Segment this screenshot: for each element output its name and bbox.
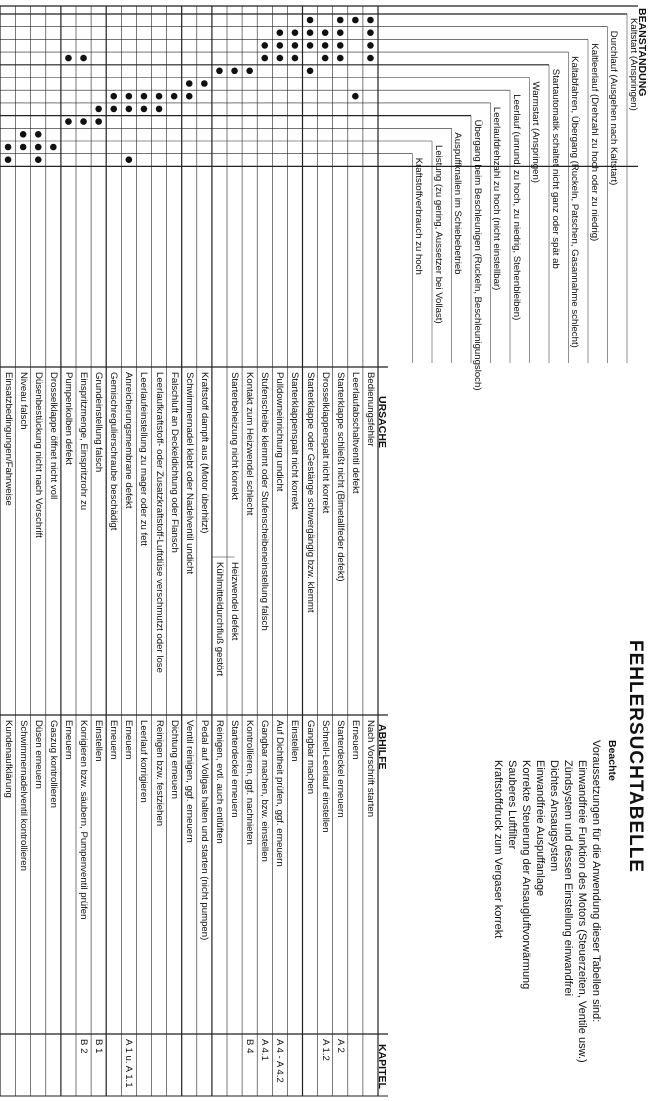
cause-cell: Leerlaufabschaltventil defekt — [349, 372, 361, 494]
fault-mark-dot — [95, 118, 102, 125]
complaint-label: Warmstart (Anspringen) — [530, 81, 542, 183]
cause-cell: Einspritzmenge, Einspritzrohr zu — [78, 372, 90, 511]
fault-mark-dot — [110, 93, 117, 100]
chapter-cell: A 4 - A 4.2 — [274, 1039, 286, 1083]
remedy-cell: Korrigieren bzw. säubern, Pumpenventil prüfen — [78, 720, 90, 920]
cause-cell: Gemischregulierschraube beschädigt — [108, 372, 120, 531]
fault-mark-dot — [126, 156, 133, 163]
cause-sub-cell: Kühlmitteldurchfluß gestört — [214, 562, 225, 677]
fault-mark-dot — [231, 68, 238, 75]
fault-mark-dot — [20, 144, 27, 151]
cause-cell: Pulldowneinrichtung undicht — [274, 372, 286, 492]
fault-mark-dot — [35, 131, 42, 138]
remedy-cell: Pedal auf Vollgas halten und starten (nicht pumpen) — [198, 720, 210, 941]
complaint-label: Übergang beim Beschleunigen (Ruckeln, Beschleunigungsloch) — [472, 119, 483, 391]
note-line: Kraftstoffdruck zum Vergaser korrekt — [492, 760, 504, 939]
cause-cell: Starterklappe oder Gestänge schwergängig bzw. klemmt — [304, 372, 316, 613]
cause-cell: Stufenscheibe klemmt oder Stufenscheibeneinstellung falsch — [259, 372, 271, 631]
fault-mark-dot — [5, 156, 12, 163]
remedy-cell: Kontrollieren, ggf. nachnieten — [244, 720, 256, 845]
fault-mark-dot — [110, 106, 117, 113]
fault-mark-dot — [292, 55, 299, 62]
cause-cell: Grundeinstellung falsch — [93, 372, 105, 473]
cause-cell: Starterklappenspalt nicht korrekt — [289, 372, 301, 510]
note-line: Einwandfreie Funktion des Motors (Steuerzeiten, Ventile usw.) — [576, 760, 588, 1063]
fault-mark-dot — [292, 42, 299, 49]
chapter-cell: A 1.2 — [319, 1039, 331, 1061]
complaint-label: Auspuffknallen im Schiebebetrieb — [452, 132, 464, 275]
fault-mark-dot — [277, 55, 284, 62]
note-line: Einwandfreie Auspuffanlage — [534, 760, 546, 897]
note-line: Zündsystem und dessen Einstellung einwandfrei — [562, 760, 574, 997]
fault-mark-dot — [156, 93, 163, 100]
remedy-cell: Düsen erneuern — [32, 720, 44, 789]
header-remedy: ABHILFE — [376, 724, 388, 770]
complaint-label: Kaltabfahren, Übergang (Ruckeln, Patschen, Gasannahme schlecht) — [569, 56, 581, 348]
remedy-cell: Dichtung erneuern — [168, 720, 180, 799]
cause-cell: Bedienungsfehler — [365, 372, 376, 447]
remedy-cell: Auf Dichtheit prüfen, ggf. erneuern — [274, 720, 286, 867]
remedy-cell: Gangbar machen — [304, 720, 316, 795]
cause-cell: Schwimmernadel klebt oder Nadelventil undicht — [183, 372, 195, 575]
chapter-cell: A 1 u. A 1.1 — [123, 1039, 135, 1088]
cause-cell: Leerlaufkraftstoff- oder Zusatzkraftstoff-Luftdüse verschmutzt oder lose — [153, 372, 165, 673]
cause-cell: Einsatzbedingungen/Fahrweise — [2, 372, 14, 506]
chapter-cell: A 4.1 — [259, 1039, 271, 1061]
fault-mark-dot — [141, 93, 148, 100]
fault-mark-dot — [337, 55, 344, 62]
fault-mark-dot — [216, 68, 223, 75]
fault-mark-dot — [186, 80, 193, 87]
fault-mark-dot — [80, 118, 87, 125]
cause-cell: Düsenbestückung nicht nach Vorschrift — [32, 372, 44, 538]
cause-cell: Starterbeheizung nicht korrekt — [229, 372, 241, 500]
cause-cell: Kraftstoff dampft aus (Motor überhitzt) — [198, 372, 210, 534]
complaint-label: Leistung (zu gering, Aussetzer bei Vollast) — [433, 145, 444, 324]
page-title: FEHLERSUCHTABELLE — [625, 640, 646, 874]
fault-mark-dot — [352, 93, 359, 100]
remedy-cell: Reinigen bzw. festziehen — [153, 720, 165, 827]
remedy-cell: Starterdeckel erneuern — [229, 720, 241, 818]
remedy-cell: Einstellen — [93, 720, 105, 762]
note-line: Korrekte Steuerung der Ansaugluftvorwärmung — [520, 760, 532, 990]
complaint-label: Durchlauf (Ausgehen nach Kaltstart) — [608, 30, 620, 186]
fault-mark-dot — [337, 17, 344, 24]
note-line: Voraussetzungen für die Anwendung dieser Tabellen sind: — [590, 740, 602, 1023]
fault-mark-dot — [5, 144, 12, 151]
fault-mark-dot — [50, 144, 57, 151]
remedy-cell: Reinigen, evtl. auch entlüften — [214, 720, 225, 844]
fault-mark-dot — [322, 55, 329, 62]
remedy-cell: Erneuern — [349, 720, 361, 760]
fault-mark-dot — [352, 17, 359, 24]
chapter-cell: B 4 — [244, 1039, 256, 1054]
fault-mark-dot — [186, 93, 193, 100]
fault-mark-dot — [246, 68, 253, 75]
fault-mark-dot — [367, 42, 374, 49]
remedy-cell: Kundenaufklärung — [2, 720, 14, 798]
remedy-cell: Einstellen — [289, 720, 301, 762]
fault-mark-dot — [261, 55, 268, 62]
note-line: Sauberes Luftfilter — [506, 760, 518, 850]
header-chapter: KAPITEL — [376, 1044, 388, 1089]
remedy-cell: Schnell-Leerlauf einstellen — [319, 720, 331, 833]
remedy-cell: Gaszug kontrollieren — [47, 720, 59, 808]
cause-cell: Falschluft an Deckeldichtung oder Flansch — [168, 372, 180, 553]
cause-cell: Kontakt zum Heizwendel schlecht — [244, 372, 256, 516]
fault-mark-dot — [126, 93, 133, 100]
fault-mark-dot — [171, 93, 178, 100]
cause-sub-cell: Heizwendel defekt — [229, 562, 241, 641]
remedy-cell: Erneuern — [123, 720, 135, 760]
header-cause: URSACHE — [376, 396, 388, 448]
remedy-cell: Starterdeckel erneuern — [334, 720, 346, 818]
fault-mark-dot — [337, 29, 344, 36]
fault-mark-dot — [80, 55, 87, 62]
fault-mark-dot — [35, 156, 42, 163]
cause-cell: Drosselklappenspalt nicht korrekt — [319, 372, 331, 514]
fault-mark-dot — [95, 106, 102, 113]
fault-mark-dot — [367, 29, 374, 36]
fault-mark-dot — [307, 42, 314, 49]
chapter-cell: A 2 — [334, 1039, 346, 1053]
fault-mark-dot — [307, 29, 314, 36]
remedy-cell: Schwimmernadelventil kontrollieren — [17, 720, 29, 871]
complaint-label: Leerlauf (unrund, zu hoch, zu niedrig, Stehenbleiben) — [511, 94, 522, 321]
fault-mark-dot — [35, 144, 42, 151]
remedy-cell: Erneuern — [63, 720, 74, 760]
fault-mark-dot — [141, 106, 148, 113]
fault-mark-dot — [337, 42, 344, 49]
cause-cell: Niveau falsch — [17, 372, 29, 430]
remedy-cell: Nach Vorschrift starten — [365, 720, 376, 818]
fault-mark-dot — [20, 131, 27, 138]
fault-mark-dot — [201, 80, 208, 87]
fault-mark-dot — [65, 55, 72, 62]
remedy-cell: Gangbar machen, bzw. einstellen — [259, 720, 271, 862]
fault-mark-dot — [307, 17, 314, 24]
cause-cell: Leerlaufeinstellung zu mager oder zu fett — [138, 372, 150, 546]
remedy-cell: Ventil reinigen, ggf. erneuern — [183, 720, 195, 843]
remedy-cell: Erneuern — [108, 720, 120, 760]
fault-mark-dot — [307, 68, 314, 75]
fault-mark-dot — [277, 42, 284, 49]
cause-cell: Starterklappe schließt nicht (Bimetallfeder defekt) — [334, 372, 346, 582]
complaint-label: Startautomatik schaltet nicht ganz oder spät ab — [550, 68, 561, 269]
chapter-cell: B 2 — [78, 1039, 90, 1054]
fault-mark-dot — [367, 55, 374, 62]
complaint-label: Leerlaufdrehzahl zu hoch (nicht einstellbar) — [491, 106, 503, 291]
fault-mark-dot — [322, 29, 329, 36]
fault-mark-dot — [126, 106, 133, 113]
fault-mark-dot — [292, 29, 299, 36]
note-line: Dichtes Ansaugsystem — [548, 760, 560, 872]
header-complaint: BEANSTANDUNG — [636, 8, 648, 97]
fault-mark-dot — [322, 42, 329, 49]
fault-mark-dot — [367, 17, 374, 24]
cause-cell: Pumpenkolben defekt — [63, 372, 74, 465]
remedy-cell: Leerlauf korrigieren — [138, 720, 150, 803]
note-heading: Beachte — [606, 740, 618, 781]
chapter-cell: B 1 — [93, 1039, 105, 1054]
fault-mark-dot — [65, 118, 72, 125]
cause-cell: Drosselklappe öffnet nicht voll — [47, 372, 59, 500]
complaint-label: Kraftstoffverbrauch zu hoch — [413, 157, 425, 275]
fault-mark-dot — [277, 29, 284, 36]
complaint-label: Kaltleerlauf (Drehzahl zu hoch oder zu niedrig) — [589, 43, 600, 242]
cause-cell: Anreicherungsmembrane defekt — [123, 372, 135, 509]
fault-mark-dot — [261, 42, 268, 49]
complaint-label: Kaltstart (Anspringen) — [628, 18, 639, 111]
fault-mark-dot — [156, 106, 163, 113]
